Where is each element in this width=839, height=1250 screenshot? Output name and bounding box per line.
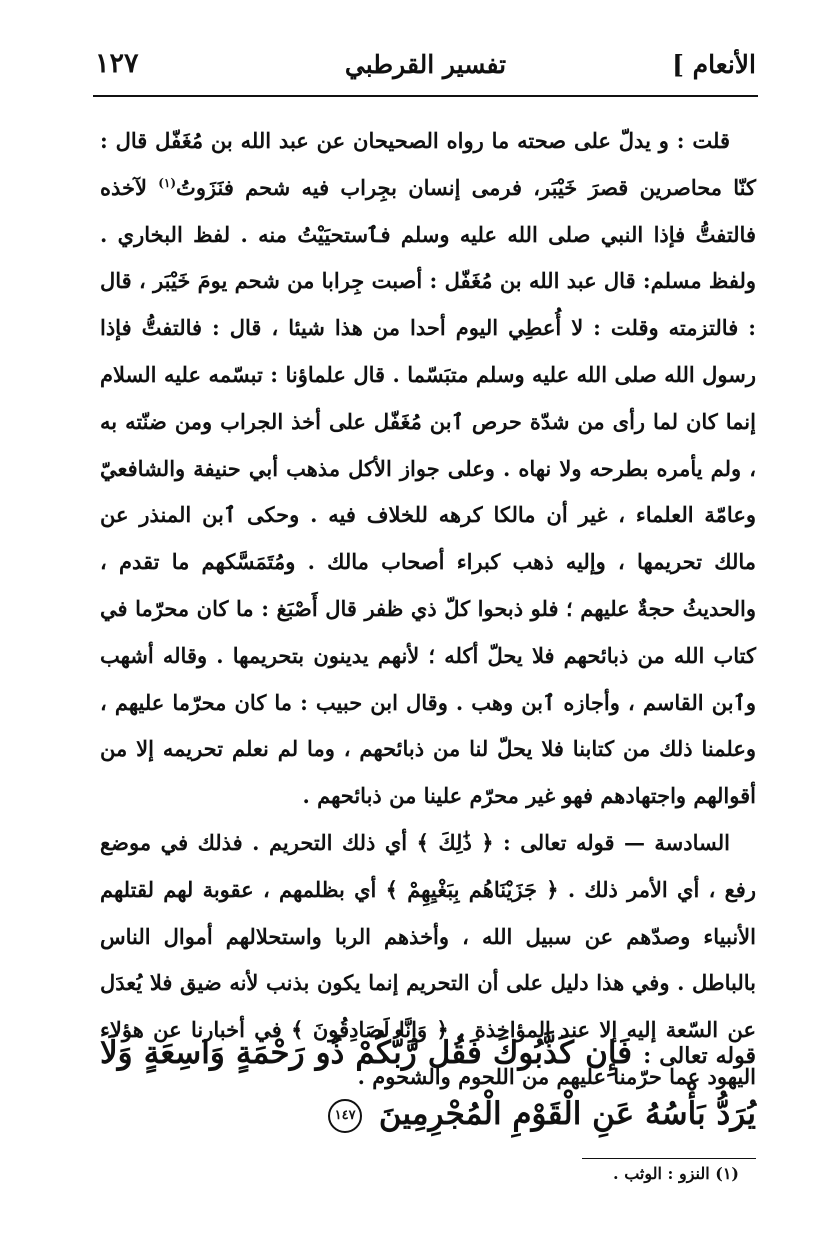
header-divider — [93, 95, 758, 97]
footnote: (١) النزو : الوثب . — [613, 1164, 739, 1183]
commentary-text — [100, 118, 756, 1101]
verse-intro: قوله تعالى : — [643, 1043, 756, 1069]
surah-name: الأنعام ] — [672, 50, 756, 79]
page-header — [95, 42, 756, 92]
book-title: تفسير القرطبي — [344, 50, 507, 79]
quran-verse — [100, 1024, 756, 1143]
footnote-divider — [582, 1158, 756, 1159]
paragraph-1-part-b: لآخذه فالتفتُّ فإذا النبي صلى الله عليه وسلم فٱستحيَيْتُ منه . لفظ البخاري . ولفظ مسلم: قال عبد الله بن مُغَفّل : أصبت جِرابا من شحم يومَ خَيْبَر ، قال : فالتزمته وقلت : لا أُعطِي اليوم أحدا من هذا شيئا ، قال : فالتفتُّ فإذا رسول الله صلى الله عليه وسلم متبَسّما . قال علماؤنا : تبسّمه عليه السلام إنما كان لما رأى من شدّة حرص ٱبن مُغَفّل على أخذ الجراب ومن ضنّته به ، ولم يأمره بطرحه ولا نهاه . وعلى جواز الأكل مذهب أبي حنيفة والشافعيّ وعامّة العلماء ، غير أن مالكا كرهه للخلاف فيه . وحكى ٱبن المنذر عن مالك تحريمها ، وإليه ذهب كبراء أصحاب مالك . ومُتَمَسَّكهم ما تقدم ، والحديثُ حجةٌ عليهم ؛ فلو ذبحوا كلّ ذي ظفر قال أَصْبَغ : ما كان محرّما في كتاب الله من ذبائحهم فلا يحلّ أكله ؛ لأنهم يدينون بتحريمها . وقاله أشهب وٱبن القاسم ، وأجازه ٱبن وهب . وقال ابن حبيب : ما كان محرّما عليهم ، وعلمنا ذلك من كتابنا فلا يحلّ لنا من ذبائحهم ، وما لم نعلم تحريمه إلا من أقوالهم واجتهادهم فهو غير محرّم علينا من ذبائحهم . — [100, 174, 756, 809]
footnote-reference: (١) — [158, 175, 177, 190]
paragraph-2: السادسة — قوله تعالى : ﴿ ذَٰلِكَ ﴾ أي ذلك التحريم . فذلك في موضع رفع ، أي الأمر ذلك . ﴿ جَزَيْنَاهُم بِبَغْيِهِمْ ﴾ أي بظلمهم ، عقوبة لهم لقتلهم الأنبياء وصدّهم عن سبيل الله ، وأخذهم الربا واستحلالهم أموال الناس بالباطل . وفي هذا دليل على أن التحريم إنما يكون بذنب لأنه ضيق فلا يُعدَل عن السّعة إليه إلا عند المؤاخذة . ﴿ وَإِنَّا لَصَادِقُونَ ﴾ في أخبارنا عن هؤلاء اليهود عما حرّمنا عليهم من اللحوم والشحوم . — [100, 829, 756, 1089]
paragraph-1-part-a: قلت : و يدلّ على صحته ما رواه الصحيحان عن عبد الله بن مُغَفّل قال : كنّا محاصرين قصرَ خَيْبَر، فرمى إنسان بجِراب فيه شحم فنَزَوتُ — [100, 128, 756, 200]
paragraph-1 — [100, 118, 756, 820]
verse-text: فَإِن كَذَّبُوكَ فَقُل رَّبُّكُمْ ذُو رَحْمَةٍ وَاسِعَةٍ وَلَا يُرَدُّ بَأْسُهُ عَنِ الْقَوْمِ الْمُجْرِمِينَ — [100, 1035, 756, 1132]
verse-number-marker: ١٤٧ — [328, 1099, 362, 1133]
page-number: ١٢٧ — [95, 48, 139, 79]
